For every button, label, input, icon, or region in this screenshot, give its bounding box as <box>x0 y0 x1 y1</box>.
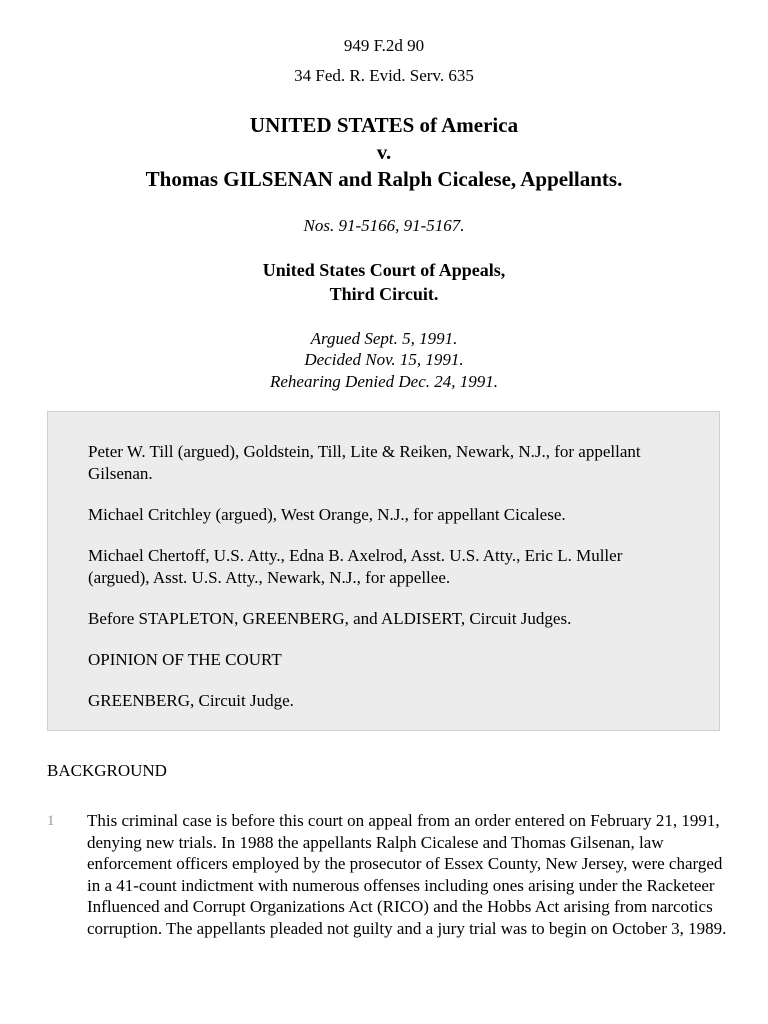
case-versus: v. <box>376 140 392 164</box>
court-name-line2: Third Circuit. <box>329 284 439 304</box>
argued-date: Argued Sept. 5, 1991. <box>310 329 458 348</box>
counsel-gilsenan: Peter W. Till (argued), Goldstein, Till, Lite & Reiken, Newark, N.J., for appellant Gilsenan. <box>88 442 641 483</box>
decided-date: Decided Nov. 15, 1991. <box>304 350 464 369</box>
citation-service: 34 Fed. R. Evid. Serv. 635 <box>294 66 474 85</box>
section-heading-background: BACKGROUND <box>47 761 167 780</box>
opinion-label: OPINION OF THE COURT <box>88 650 282 669</box>
paragraph-number: 1 <box>47 813 55 829</box>
docket-numbers: Nos. 91-5166, 91-5167. <box>303 216 465 235</box>
counsel-appellee: Michael Chertoff, U.S. Atty., Edna B. Axelrod, Asst. U.S. Atty., Eric L. Muller (argued), Asst. U.S. Atty., Newark, N.J., for appellee. <box>88 546 623 587</box>
counsel-box <box>47 411 720 731</box>
opinion-author: GREENBERG, Circuit Judge. <box>88 691 294 710</box>
paragraph-text: This criminal case is before this court on appeal from an order entered on February 21, 1991, denying new trials. In 1988 the appellants Ralph Cicalese and Thomas Gilsenan, law enforcement officers employed by the prosecutor of Essex County, New Jersey, were charged in a 41-count indictment with numerous offenses including ones arising under the Racketeer Influenced and Corrupt Organizations Act (RICO) and the Hobbs Act arising from narcotics corruption. The appellants pleaded not guilty and a jury trial was to begin on October 3, 1989. <box>87 811 727 938</box>
court-name-line1: United States Court of Appeals, <box>262 260 506 280</box>
counsel-cicalese: Michael Critchley (argued), West Orange, N.J., for appellant Cicalese. <box>88 505 566 524</box>
rehearing-date: Rehearing Denied Dec. 24, 1991. <box>269 372 499 391</box>
case-defendants: Thomas GILSENAN and Ralph Cicalese, Appellants. <box>145 167 623 191</box>
judges-panel: Before STAPLETON, GREENBERG, and ALDISERT, Circuit Judges. <box>88 609 572 628</box>
citation-reporter: 949 F.2d 90 <box>343 36 425 55</box>
case-plaintiff: UNITED STATES of America <box>249 113 519 137</box>
